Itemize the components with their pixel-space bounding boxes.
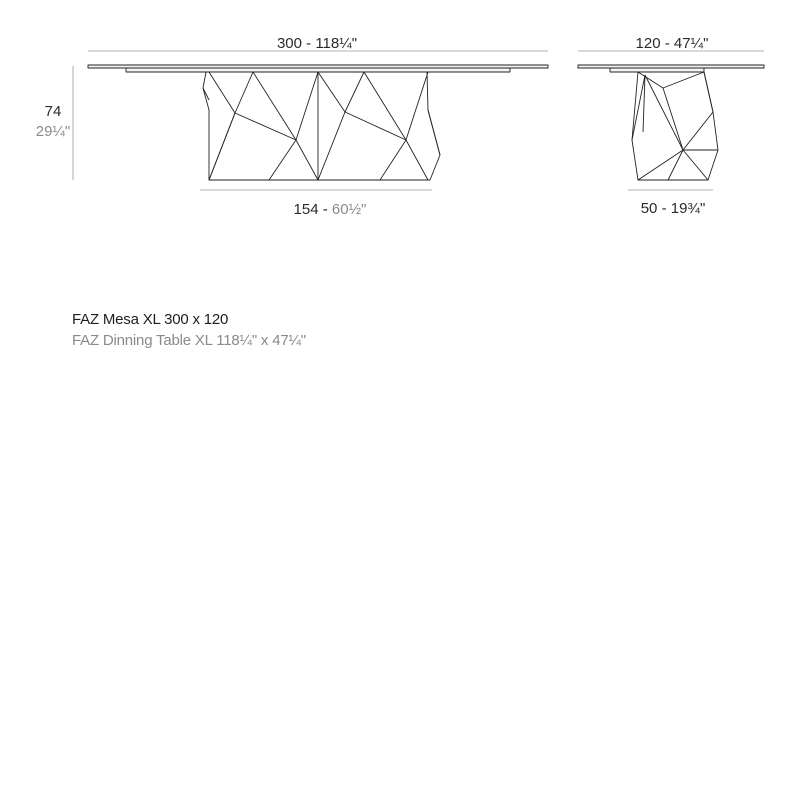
side-view-table bbox=[578, 65, 764, 180]
front-apron bbox=[126, 68, 510, 72]
front-base-outline bbox=[203, 72, 440, 180]
side-base-dimension bbox=[628, 190, 713, 217]
front-height-dimension bbox=[36, 66, 73, 180]
side-base-facets bbox=[632, 72, 718, 180]
front-width-dimension bbox=[88, 35, 548, 52]
product-subtitle: FAZ Dinning Table XL 118¼" x 47¼" bbox=[72, 332, 306, 349]
side-width-dimension bbox=[578, 35, 764, 52]
product-title: FAZ Mesa XL 300 x 120 bbox=[72, 311, 229, 328]
front-view-table bbox=[88, 65, 548, 180]
front-base-dimension bbox=[200, 190, 432, 218]
side-width-label: 120 - 47¼" bbox=[635, 35, 709, 52]
front-height-cm: 74 bbox=[44, 103, 62, 120]
front-width-label: 300 - 118¼" bbox=[276, 35, 358, 52]
side-base-label: 50 - 19¾" bbox=[640, 200, 706, 217]
side-apron bbox=[610, 68, 704, 72]
front-base-label: 154 - 60½" bbox=[293, 201, 367, 218]
front-right-module-facets bbox=[318, 72, 440, 180]
front-height-in: 29¼" bbox=[35, 123, 71, 140]
front-left-module-facets bbox=[203, 72, 318, 180]
